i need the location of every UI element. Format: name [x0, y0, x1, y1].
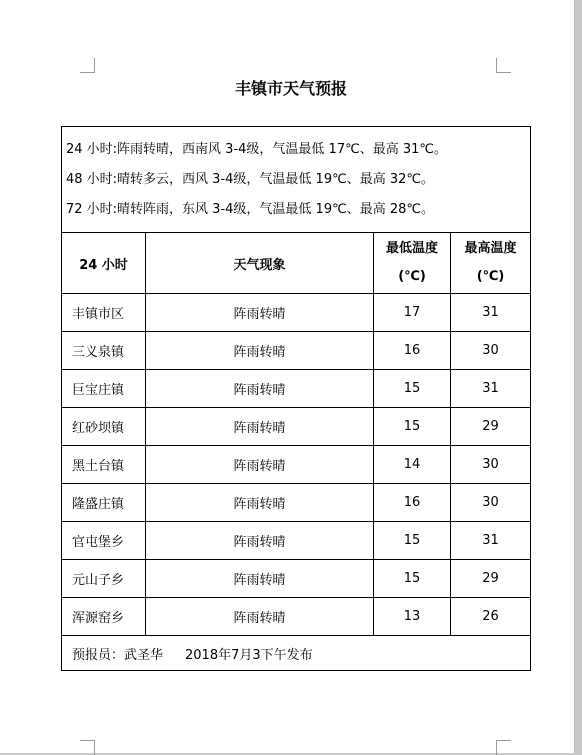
header-max-temp-label: 最高温度 — [464, 241, 517, 256]
min-temp-cell: 15 — [374, 370, 451, 408]
min-temp-cell: 15 — [374, 408, 451, 446]
header-row — [62, 233, 531, 294]
table-row — [62, 446, 531, 484]
min-temp-cell: 13 — [374, 598, 451, 636]
document-title: 丰镇市天气预报 — [234, 79, 347, 98]
header-min-temp — [374, 233, 451, 294]
table-row — [62, 294, 531, 332]
summary-72h: 72 小时:晴转阵雨，东风 3-4级，气温最低 19℃、最高 28℃。 — [66, 201, 434, 217]
footer-cell — [62, 636, 531, 671]
town-cell: 巨宝庄镇 — [62, 370, 146, 408]
min-temp-cell: 16 — [374, 484, 451, 522]
header-max-temp-unit: (℃) — [476, 269, 505, 284]
max-temp-cell: 29 — [451, 408, 531, 446]
table-row — [62, 484, 531, 522]
summary-48h: 48 小时:晴转多云，西风 3-4级，气温最低 19℃、最高 32℃。 — [66, 171, 434, 187]
town-cell: 黑土台镇 — [62, 446, 146, 484]
max-temp-cell: 30 — [451, 446, 531, 484]
margin-mark-top-left — [80, 58, 95, 73]
table-row — [62, 560, 531, 598]
forecast-table — [61, 126, 531, 671]
weather-cell: 阵雨转晴 — [146, 598, 374, 636]
weather-cell: 阵雨转晴 — [146, 522, 374, 560]
min-temp-cell: 14 — [374, 446, 451, 484]
weather-cell: 阵雨转晴 — [146, 370, 374, 408]
town-cell: 元山子乡 — [62, 560, 146, 598]
table-row — [62, 522, 531, 560]
weather-cell: 阵雨转晴 — [146, 408, 374, 446]
table-row — [62, 370, 531, 408]
max-temp-cell: 30 — [451, 484, 531, 522]
town-cell: 红砂坝镇 — [62, 408, 146, 446]
table-row — [62, 598, 531, 636]
min-temp-cell: 16 — [374, 332, 451, 370]
forecaster: 预报员：武圣华 — [72, 647, 164, 663]
footer-row — [62, 636, 531, 671]
town-cell: 丰镇市区 — [62, 294, 146, 332]
header-weather: 天气现象 — [146, 233, 374, 294]
weather-cell: 阵雨转晴 — [146, 294, 374, 332]
header-period: 24 小时 — [62, 233, 146, 294]
summary-row — [62, 127, 531, 233]
summary-cell — [62, 127, 531, 233]
max-temp-cell: 31 — [451, 522, 531, 560]
weather-cell: 阵雨转晴 — [146, 446, 374, 484]
table-row — [62, 332, 531, 370]
max-temp-cell: 29 — [451, 560, 531, 598]
max-temp-cell: 30 — [451, 332, 531, 370]
town-cell: 三义泉镇 — [62, 332, 146, 370]
margin-mark-top-right — [496, 58, 511, 73]
max-temp-cell: 31 — [451, 370, 531, 408]
min-temp-cell: 15 — [374, 560, 451, 598]
weather-cell: 阵雨转晴 — [146, 332, 374, 370]
weather-cell: 阵雨转晴 — [146, 484, 374, 522]
town-cell: 隆盛庄镇 — [62, 484, 146, 522]
header-max-temp — [451, 233, 531, 294]
summary-24h: 24 小时:阵雨转晴，西南风 3-4级，气温最低 17℃、最高 31℃。 — [66, 141, 447, 157]
max-temp-cell: 31 — [451, 294, 531, 332]
header-min-temp-unit: (℃) — [398, 269, 426, 284]
weather-cell: 阵雨转晴 — [146, 560, 374, 598]
town-cell: 浑源窑乡 — [62, 598, 146, 636]
issue-time: 2018年7月3下午发布 — [185, 647, 313, 663]
table-row — [62, 408, 531, 446]
min-temp-cell: 15 — [374, 522, 451, 560]
header-min-temp-label: 最低温度 — [385, 241, 438, 256]
max-temp-cell: 26 — [451, 598, 531, 636]
town-cell: 官屯堡乡 — [62, 522, 146, 560]
min-temp-cell: 17 — [374, 294, 451, 332]
